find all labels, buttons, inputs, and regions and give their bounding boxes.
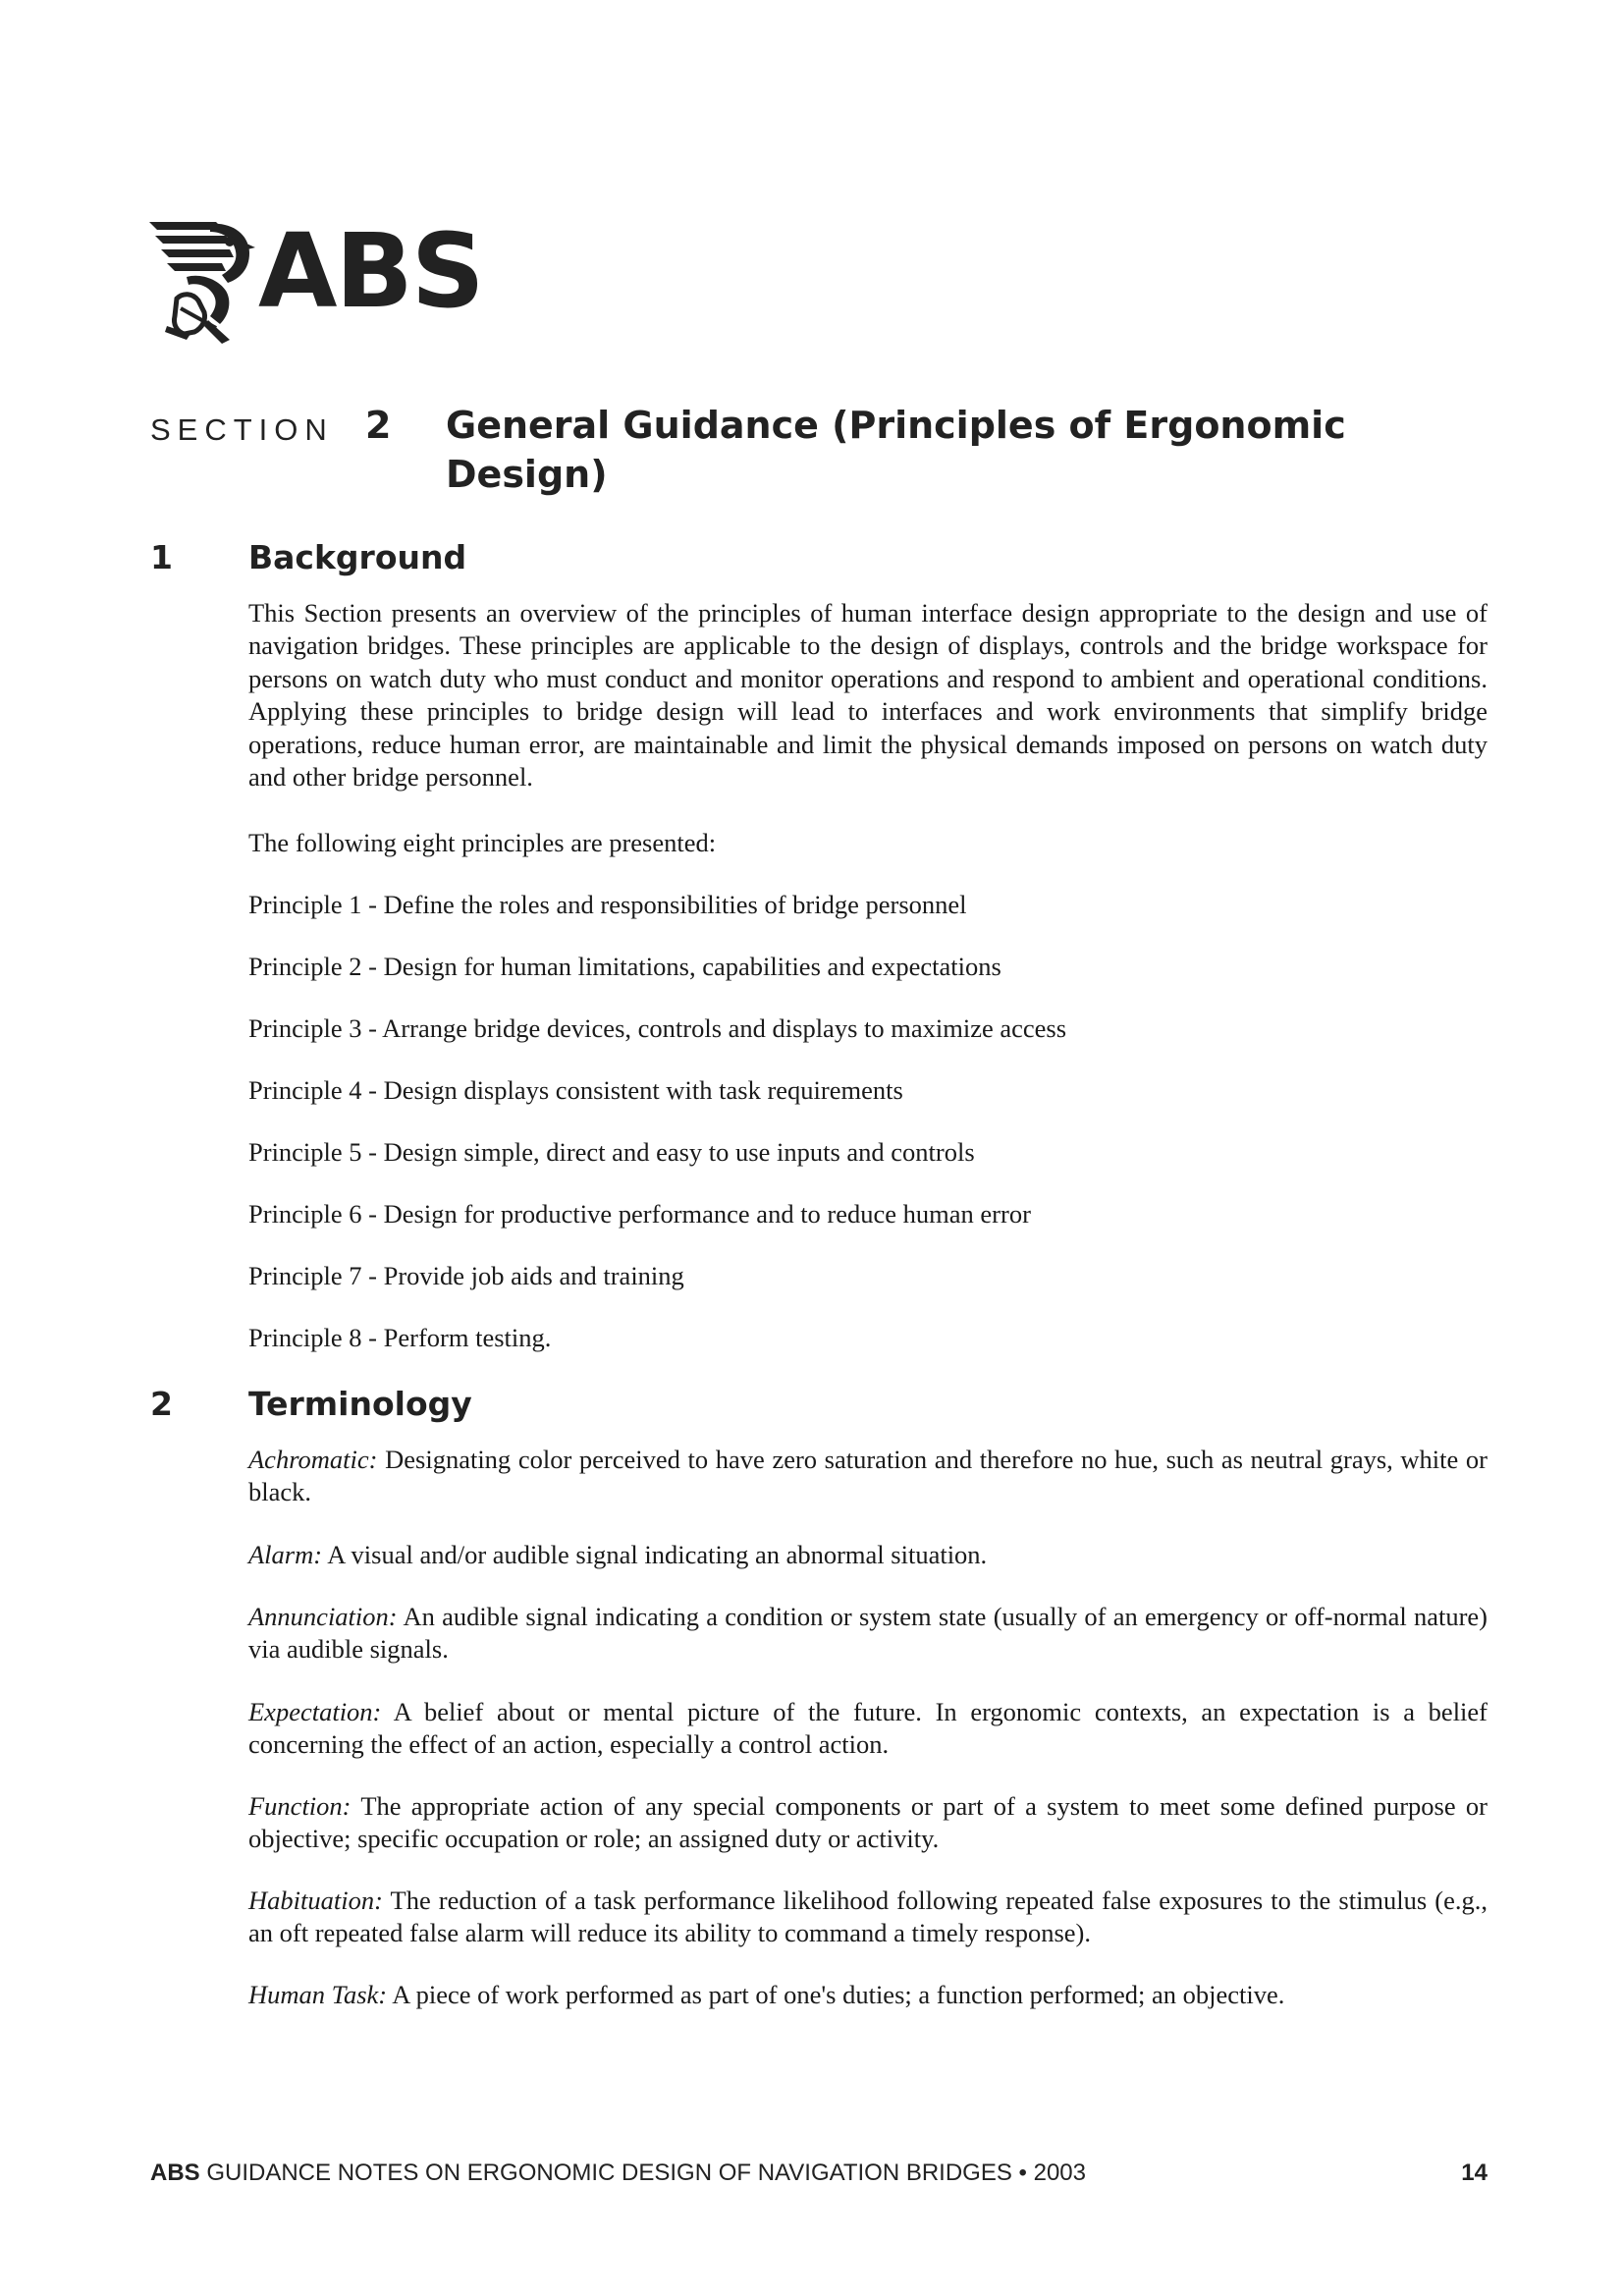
- term-name: Achromatic:: [248, 1445, 378, 1474]
- term-definition: [248, 1885, 1488, 1950]
- footer-title: [150, 2159, 1086, 2187]
- page-number: 14: [1461, 2159, 1488, 2186]
- background-heading: Background: [248, 538, 467, 576]
- principles-lead: The following eight principles are presented:: [248, 828, 717, 857]
- principle-item: Principle 2 - Design for human limitations, capabilities and expectations: [248, 952, 1001, 981]
- term-text: A piece of work performed as part of one's duties; a function performed; an objective.: [392, 1980, 1285, 2009]
- term-definition: [248, 1539, 1488, 1571]
- term-definition: [248, 1444, 1488, 1509]
- background-heading-number: 1: [150, 538, 173, 576]
- principle-item: Principle 3 - Arrange bridge devices, controls and displays to maximize access: [248, 1013, 1067, 1043]
- principle-item: Principle 5 - Design simple, direct and easy to use inputs and controls: [248, 1137, 975, 1167]
- eagle-emblem-icon: [147, 218, 257, 348]
- section-label: SECTION: [150, 412, 334, 447]
- logo-wordmark: ABS: [258, 211, 483, 331]
- term-text: The appropriate action of any special components or part of a system to meet some defined purpose or objective; specific occupation or role; an assigned duty or activity.: [248, 1791, 1488, 1854]
- principle-item: Principle 8 - Perform testing.: [248, 1323, 552, 1352]
- term-text: An audible signal indicating a condition or system state (usually of an emergency or off-normal nature) via audible signals.: [248, 1602, 1488, 1665]
- term-name: Annunciation:: [248, 1602, 398, 1631]
- term-definition: [248, 1696, 1488, 1762]
- footer-document-title: GUIDANCE NOTES ON ERGONOMIC DESIGN OF NAVIGATION BRIDGES • 2003: [206, 2159, 1086, 2186]
- terminology-heading-number: 2: [150, 1385, 173, 1423]
- principle-item: Principle 7 - Provide job aids and training: [248, 1261, 684, 1290]
- principle-item: Principle 6 - Design for productive performance and to reduce human error: [248, 1199, 1031, 1229]
- term-name: Habituation:: [248, 1886, 383, 1915]
- page-title: General Guidance (Principles of Ergonomic Design): [446, 404, 1346, 496]
- principles-list: [248, 889, 1488, 1384]
- term-text: A belief about or mental picture of the future. In ergonomic contexts, an expectation is a belief concerning the effect of an action, especially a control action.: [248, 1697, 1488, 1760]
- principles-section: [248, 827, 1488, 1384]
- abs-logo: [147, 211, 491, 348]
- background-intro: [248, 597, 1488, 793]
- section-number: 2: [365, 404, 392, 447]
- term-name: Human Task:: [248, 1980, 388, 2009]
- principle-item: Principle 1 - Define the roles and responsibilities of bridge personnel: [248, 890, 967, 919]
- terminology-heading: Terminology: [248, 1385, 472, 1423]
- term-definition: [248, 1979, 1488, 2011]
- footer-brand: ABS: [150, 2159, 200, 2186]
- term-text: Designating color perceived to have zero saturation and therefore no hue, such as neutral grays, white or black.: [248, 1445, 1488, 1507]
- term-name: Alarm:: [248, 1540, 323, 1569]
- term-definition: [248, 1790, 1488, 1856]
- term-text: A visual and/or audible signal indicating an abnormal situation.: [327, 1540, 988, 1569]
- term-name: Expectation:: [248, 1697, 382, 1726]
- term-text: The reduction of a task performance likelihood following repeated false exposures to the stimulus (e.g., an oft repeated false alarm will reduce its ability to command a timely response).: [248, 1886, 1488, 1948]
- term-name: Function:: [248, 1791, 352, 1821]
- principle-item: Principle 4 - Design displays consistent with task requirements: [248, 1075, 903, 1105]
- background-intro-text: This Section presents an overview of the principles of human interface design appropriate to the design and use of navigation bridges. These principles are applicable to the design of displays, controls and the bridge workspace for persons on watch duty who must conduct and monitor operations and respond to ambient and operational conditions. Applying these principles to bridge design will lead to interfaces and work environments that simplify bridge operations, reduce human error, are maintainable and limit the physical demands imposed on persons on watch duty and other bridge personnel.: [248, 598, 1488, 793]
- term-definition: [248, 1601, 1488, 1667]
